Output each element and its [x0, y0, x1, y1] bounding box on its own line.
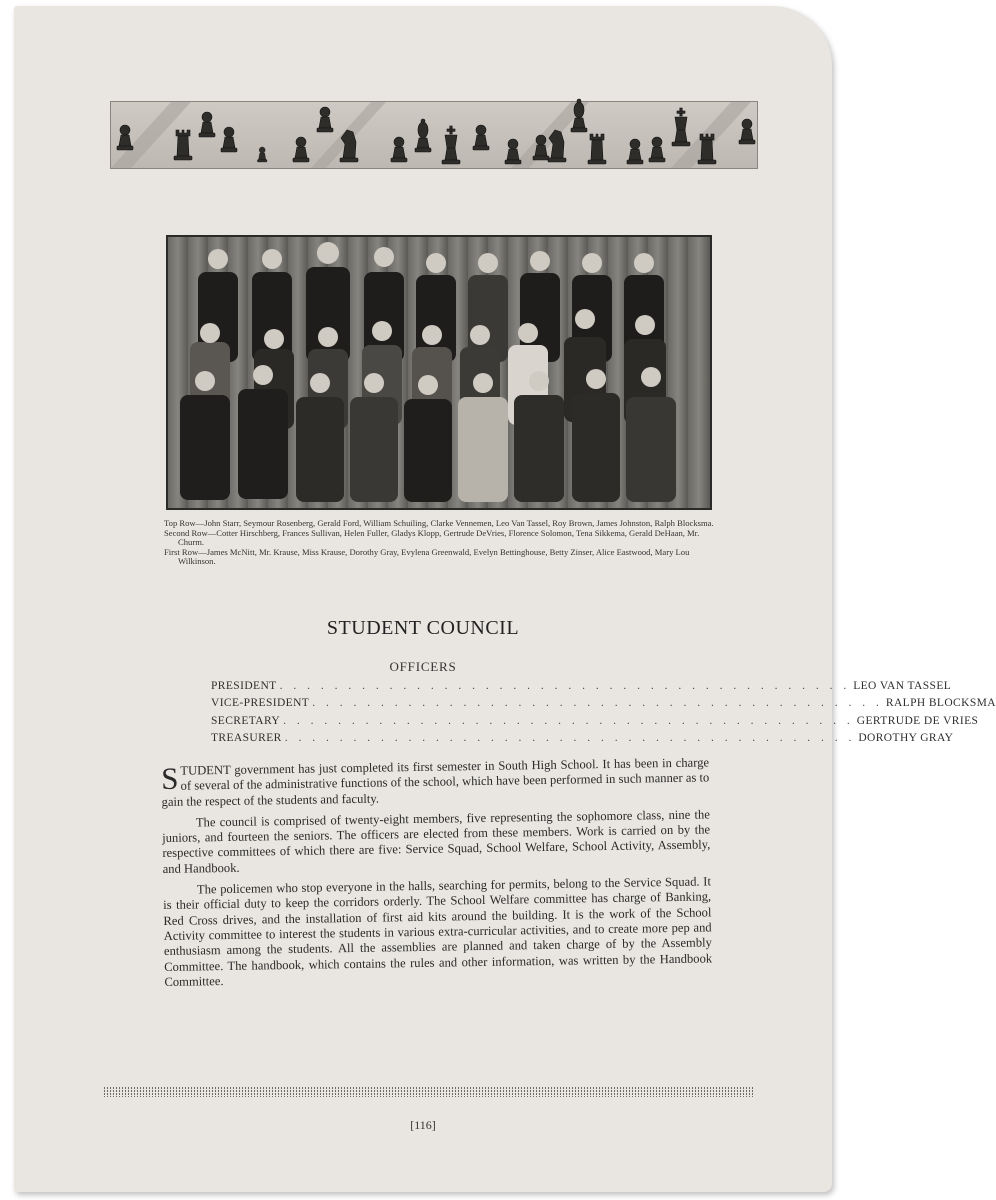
page-title: STUDENT COUNCIL	[326, 617, 520, 639]
paragraph-2: The council is comprised of twenty-eight members, five representing the sophomore class, nine the juniors, and fourteen the seniors. The officers are elected from these members. Work is carried on by the respective committees of which there are five: Service Squad, School Welfare, School Activity, Assembly, and Handbook.	[162, 807, 711, 876]
caption-second-row: Second Row—Cotter Hirschberg, Frances Sullivan, Helen Fuller, Gladys Klopp, Gertrude DeVries, Florence Solomon, Tena Sikkema, Gerald DeHaan, Mr. Churm.	[164, 527, 700, 548]
officers-list	[211, 677, 996, 747]
officer-role: TREASURER	[211, 732, 282, 745]
officer-name: LEO VAN TASSEL	[853, 679, 952, 692]
leader-dots: . . . . . . . . . . . . . . . . . . . . . . . . . . . . . . . . . . . . . . . . . .	[283, 714, 854, 727]
leader-dots: . . . . . . . . . . . . . . . . . . . . . . . . . . . . . . . . . . . . . . . . . .	[312, 697, 883, 710]
officer-role: VICE-PRESIDENT	[211, 697, 310, 710]
article-body	[161, 755, 713, 996]
officer-name: DOROTHY GRAY	[858, 732, 954, 745]
officer-name: GERTRUDE DE VRIES	[856, 714, 979, 727]
officer-role: PRESIDENT	[211, 679, 277, 692]
officer-role: SECRETARY	[211, 714, 281, 727]
officer-row	[211, 730, 954, 748]
paragraph-3: The policemen who stop everyone in the halls, searching for permits, belong to the Service Squad. It is their official duty to keep the corridors orderly. The School Welfare committee has charge of Banking, Red Cross drives, and the installation of first aid kits around the building. It is the work of the School Activity committee to interest the students in various extra-curricular activities, and to create more pep and enthusiasm among the students. All the assemblies are planned and taken charge of by the Assembly Committee. The handbook, which contains the rules and other information, was written by the Handbook Committee.	[163, 874, 713, 989]
yearbook-page	[14, 6, 996, 1192]
officer-row	[211, 712, 979, 730]
paragraph-1	[161, 755, 710, 809]
chess-pieces-illustration	[111, 102, 757, 168]
page-number: [116]	[410, 1118, 436, 1132]
officer-row	[211, 677, 952, 695]
drop-cap: S	[160, 760, 179, 796]
paragraph-1-text: TUDENT government has just completed its first semester in South High School. It has been in charge of several of the administrative functions of the school, which have been performed in such manner as to gain the respect of the students and faculty.	[161, 755, 710, 809]
decorative-rule	[104, 1087, 754, 1097]
chess-pieces-banner	[110, 101, 758, 169]
student-council-group-photo	[166, 235, 712, 510]
group-photo-illustration	[168, 237, 710, 508]
leader-dots: . . . . . . . . . . . . . . . . . . . . . . . . . . . . . . . . . . . . . . . . . .	[284, 732, 856, 745]
caption-first-row: First Row—James McNitt, Mr. Krause, Miss Krause, Dorothy Gray, Evylena Greenwald, Evelyn Bettinghouse, Betty Zinser, Alice Eastwood, Mary Lou Wilkinson.	[164, 546, 690, 567]
caption-top-row: Top Row—John Starr, Seymour Rosenberg, Gerald Ford, William Schuiling, Clarke Vennemen, Leo Van Tassel, Roy Brown, James Johnston, Ralph Blocksma.	[164, 518, 714, 528]
officer-row	[211, 695, 996, 713]
leader-dots: . . . . . . . . . . . . . . . . . . . . . . . . . . . . . . . . . . . . . . . . . .	[279, 679, 851, 692]
photo-caption	[164, 519, 724, 567]
officers-heading: OFFICERS	[389, 659, 457, 674]
officer-name: RALPH BLOCKSMA	[885, 697, 996, 710]
